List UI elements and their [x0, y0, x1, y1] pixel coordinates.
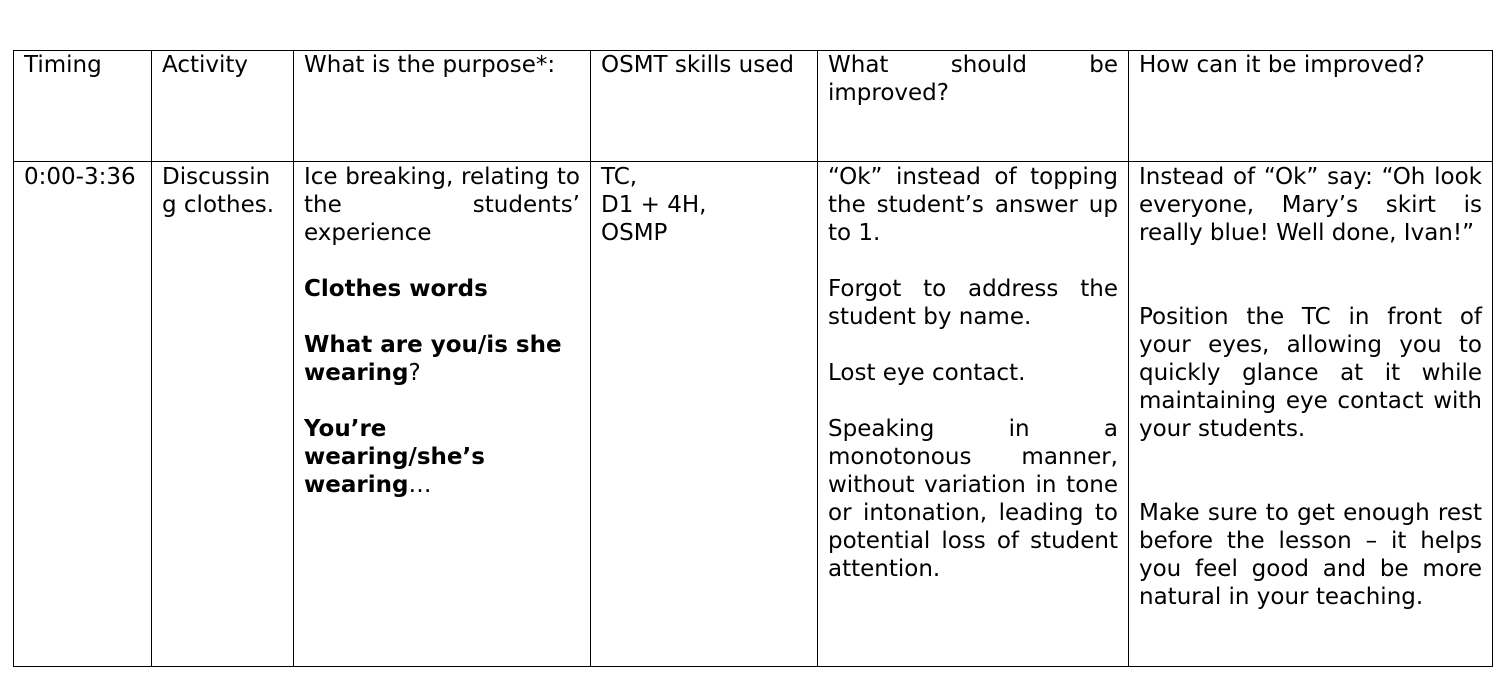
- header-how-to-improve: How can it be improved?: [1129, 51, 1493, 162]
- skill-item: OSMP: [601, 220, 668, 246]
- purpose-text: Ice breaking, relating to the students’ experience: [304, 164, 580, 246]
- cell-skills: [591, 162, 818, 667]
- improvement-suggestion: Instead of “Ok” say: “Oh look everyone, Mary’s skirt is really blue! Well done, Ivan!”: [1139, 164, 1482, 246]
- cell-timing: 0:00-3:36: [14, 162, 152, 667]
- header-what-to-improve: What should be improved?: [818, 51, 1129, 162]
- lesson-analysis-table: [13, 50, 1493, 667]
- table-row: [14, 162, 1493, 667]
- purpose-answer: You’re wearing/she’s wearing…: [304, 416, 485, 498]
- purpose-question: What are you/is she wearing?: [304, 332, 562, 386]
- cell-purpose: [294, 162, 591, 667]
- header-activity: Activity: [152, 51, 294, 162]
- cell-activity: Discussin g clothes.: [152, 162, 294, 667]
- header-purpose: What is the purpose*:: [294, 51, 591, 162]
- header-skills: OSMT skills used: [591, 51, 818, 162]
- cell-how-to-improve: [1129, 162, 1493, 667]
- improvement-issue: Speaking in a monotonous manner, without variation in tone or intonation, leading to potential loss of student attention.: [828, 416, 1118, 582]
- table-header-row: [14, 51, 1493, 162]
- improvement-issue: “Ok” instead of topping the student’s answer up to 1.: [828, 164, 1118, 246]
- skill-item: D1 + 4H,: [601, 192, 707, 218]
- improvement-issue: Forgot to address the student by name.: [828, 276, 1118, 330]
- header-timing: Timing: [14, 51, 152, 162]
- cell-what-to-improve: [818, 162, 1129, 667]
- improvement-suggestion: Make sure to get enough rest before the lesson – it helps you feel good and be more natural in your teaching.: [1139, 500, 1482, 610]
- improvement-suggestion: Position the TC in front of your eyes, allowing you to quickly glance at it while maintaining eye contact with your students.: [1139, 304, 1482, 442]
- improvement-issue: Lost eye contact.: [828, 360, 1026, 386]
- purpose-vocabulary: Clothes words: [304, 276, 488, 302]
- skill-item: TC,: [601, 164, 638, 190]
